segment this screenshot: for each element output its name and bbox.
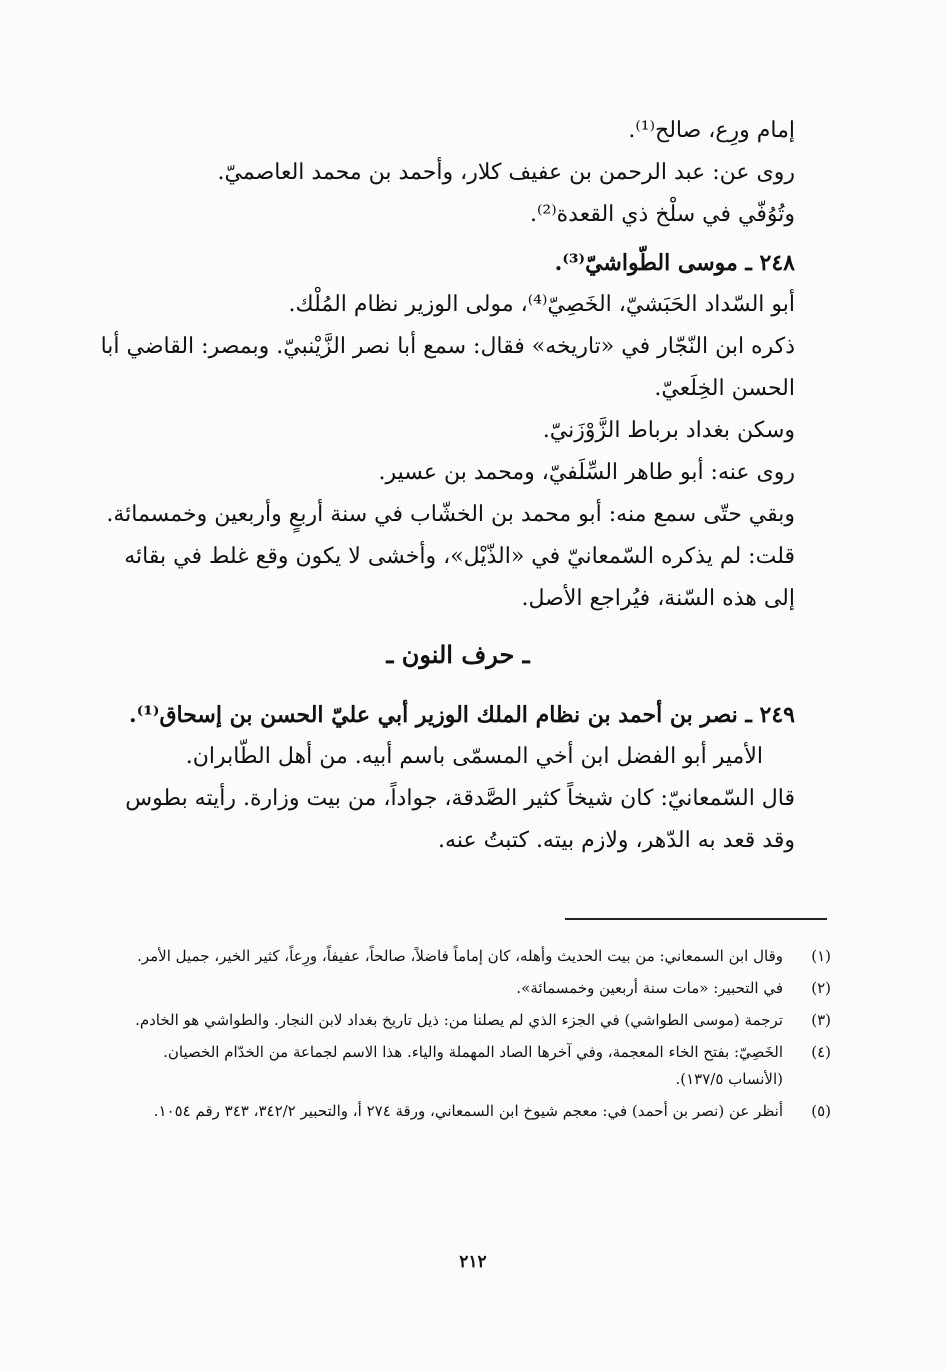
text-line: روى عنه: أبو طاهر السِّلَفيّ، ومحمد بن عسير.: [378, 460, 795, 485]
footnotes: [110, 943, 831, 1130]
text-line: أبو السّداد الحَبَشيّ، الخَصِيّ⁽⁴⁾، مولى الوزير نظام المُلْك.: [288, 292, 795, 317]
text-paragraph: وبقي حتّى سمع منه: أبو محمد بن الخشّاب في سنة أربعٍ وأربعين وخمسمائة. قلت: لم يذكره السّمعانيّ في «الذّيْل»، وأخشى لا يكون وقع غلط في بقائه إلى هذه السّنة، فيُراجع الأصل.: [106, 502, 795, 611]
main-text: [95, 110, 821, 862]
page-number: ٢١٢: [459, 1252, 487, 1272]
footnote-separator: [565, 918, 827, 920]
text-line: روى عن: عبد الرحمن بن عفيف كلار، وأحمد بن محمد العاصميّ.: [217, 160, 795, 185]
footnote-number: (٣): [811, 1011, 831, 1029]
text-line: إمام ورِع، صالح⁽¹⁾.: [628, 118, 795, 143]
footnote: [110, 1039, 831, 1093]
text-line: وتُوُفّي في سلْخ ذي القعدة⁽²⁾.: [530, 202, 795, 227]
footnote-number: (٢): [811, 979, 831, 997]
section-heading: ـ حرف النون ـ: [386, 640, 530, 669]
text-paragraph: قال السّمعانيّ: كان شيخاً كثير الصَّدقة، جواداً، من بيت وزارة. رأيته بطوس وقد قعد به الدّهر، ولازم بيته. كتبتُ عنه.: [125, 786, 795, 853]
text-paragraph: ذكره ابن النّجّار في «تاريخه» فقال: سمع أبا نصر الزَّيْنبيّ. وبمصر: القاضي أبا الحسن الخِلَعيّ.: [100, 334, 795, 401]
footnote: [110, 975, 831, 1002]
footnote-text: الخَصِيّ: بفتح الخاء المعجمة، وفي آخرها الصاد المهملة والياء. هذا الاسم لجماعة من الخدّام الخصيان. (الأنساب ١٣٧/٥).: [163, 1043, 783, 1088]
text-line: الأمير أبو الفضل ابن أخي المسمّى باسم أبيه. من أهل الطّابران.: [185, 744, 763, 769]
footnote: [110, 1098, 831, 1125]
footnote-text: في التحبير: «مات سنة أربعين وخمسمائة».: [516, 979, 783, 997]
footnote-number: (٥): [811, 1102, 831, 1120]
footnote: [110, 1007, 831, 1034]
entry-249-title: ٢٤٩ ـ نصر بن أحمد بن نظام الملك الوزير أبي عليّ الحسن بن إسحاق⁽¹⁾.: [129, 702, 795, 728]
footnote-text: وقال ابن السمعاني: من بيت الحديث وأهله، كان إماماً فاضلاً، صالحاً، عفيفاً، ورِعاً، كثير الخير، جميل الأمر.: [137, 947, 783, 965]
footnote-number: (١): [811, 947, 831, 965]
footnote-text: ترجمة (موسى الطواشي) في الجزء الذي لم يصلنا من: ذيل تاريخ بغداد لابن النجار. والطواشي هو الخادم.: [135, 1011, 783, 1029]
entry-248-title: ٢٤٨ ـ موسى الطّواشيّ⁽³⁾.: [554, 250, 795, 276]
footnote-text: أنظر عن (نصر بن أحمد) في: معجم شيوخ ابن السمعاني، ورقة ٢٧٤ أ، والتحبير ٣٤٢/٢، ٣٤٣ رقم ١٠٥٤.: [153, 1102, 783, 1120]
footnote-number: (٤): [811, 1043, 831, 1061]
footnote: [110, 943, 831, 970]
text-line: وسكن بغداد برباط الزَّوْزَنيّ.: [542, 418, 795, 443]
